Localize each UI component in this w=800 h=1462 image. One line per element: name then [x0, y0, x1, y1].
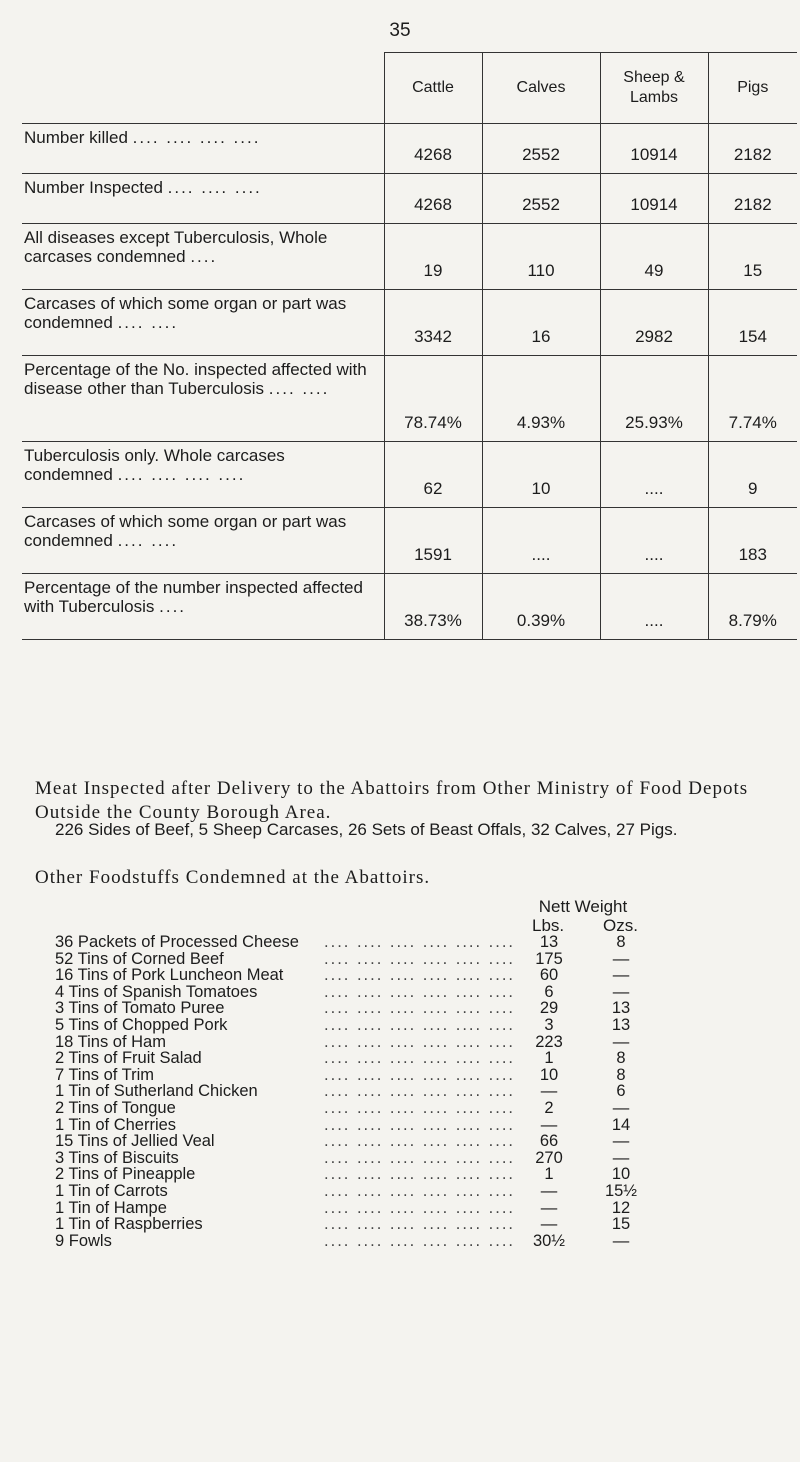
table-row [22, 508, 797, 574]
food-item-name: 2 Tins of Pineapple [55, 1165, 196, 1184]
meat-inspected-text: 226 Sides of Beef, 5 Sheep Carcases, 26 Sets of Beast Offals, 32 Calves, 27 Pigs. [55, 820, 678, 839]
row-label [22, 124, 384, 174]
table-cell: 25.93% [600, 356, 708, 442]
food-item-name: 9 Fowls [55, 1231, 112, 1250]
food-item-name: 4 Tins of Spanish Tomatoes [55, 982, 258, 1001]
list-item [0, 1117, 800, 1134]
ozs-column-header: Ozs. [603, 916, 638, 935]
food-item-name: 2 Tins of Tongue [55, 1098, 176, 1117]
row-label [22, 174, 384, 224]
food-item-lbs: 270 [535, 1148, 563, 1167]
column-header: Sheep & Lambs [600, 53, 708, 124]
list-item [0, 1183, 800, 1200]
leader-dots: .... .... .... .... .... .... [324, 1216, 515, 1233]
list-item [0, 1000, 800, 1017]
table-cell: 4268 [384, 174, 482, 224]
table-cell: 110 [482, 224, 600, 290]
table-cell: 78.74% [384, 356, 482, 442]
table-cell: 0.39% [482, 574, 600, 640]
leader-dots: .... .... .... .... .... .... [324, 1066, 515, 1084]
table-cell: 2982 [600, 290, 708, 356]
list-item [0, 1150, 800, 1167]
food-item-name: 3 Tins of Biscuits [55, 1148, 179, 1167]
leader-dots: .... .... .... .... .... .... [324, 1016, 515, 1034]
table-cell: 2182 [708, 174, 797, 224]
list-item [0, 1216, 800, 1233]
column-header: Cattle [384, 53, 482, 124]
list-item [0, 1050, 800, 1067]
leader-dots: .... .... .... .... .... .... [324, 1133, 515, 1150]
food-item-name: 52 Tins of Corned Beef [55, 949, 224, 968]
leader-dots: .... .... .... .... .... .... [324, 950, 515, 968]
food-item-ozs: — [612, 1098, 630, 1117]
table-header-row [22, 53, 797, 124]
row-label-text: Tuberculosis only. Whole carcases condemned [24, 446, 285, 484]
table-cell: 4268 [384, 124, 482, 174]
food-item-lbs: — [540, 1082, 558, 1101]
food-item-lbs: 3 [544, 1015, 554, 1034]
food-item-ozs: 15½ [604, 1181, 638, 1200]
food-item-name: 36 Packets of Processed Cheese [55, 933, 299, 951]
food-item-name: 1 Tin of Raspberries [55, 1215, 203, 1234]
lbs-column-header: Lbs. [532, 916, 565, 935]
row-label [22, 508, 384, 574]
inspection-statistics-table [22, 52, 797, 640]
food-item-lbs: 66 [539, 1132, 559, 1151]
food-item-ozs: 13 [611, 999, 631, 1018]
table-cell: 154 [708, 290, 797, 356]
food-item-name: 3 Tins of Tomato Puree [55, 999, 225, 1018]
meat-inspected-heading: Meat Inspected after Delivery to the Abattoirs from Other Ministry of Food Depots Outside the County Borough Area. [35, 778, 749, 823]
food-item-lbs: 10 [539, 1065, 559, 1084]
food-item-ozs: 10 [611, 1165, 631, 1184]
leader-dots: .... .... .... [167, 178, 262, 197]
list-item [0, 1067, 800, 1084]
leader-dots: .... [190, 247, 218, 266]
list-item [0, 984, 800, 1001]
foodstuffs-heading: Other Foodstuffs Condemned at the Abattoirs. [35, 867, 431, 888]
food-item-name: 7 Tins of Trim [55, 1065, 155, 1084]
food-item-ozs: — [612, 949, 630, 968]
row-label-text: Percentage of the number inspected affected with Tuberculosis [24, 578, 363, 616]
table-row [22, 574, 797, 640]
table-row [22, 224, 797, 290]
food-item-lbs: — [540, 1198, 558, 1217]
food-item-lbs: 60 [539, 966, 559, 985]
table-cell: 19 [384, 224, 482, 290]
table-cell: .... [600, 508, 708, 574]
row-label [22, 574, 384, 640]
food-item-ozs: — [612, 1231, 630, 1250]
leader-dots: .... .... [117, 531, 179, 550]
leader-dots: .... .... .... .... .... .... [324, 1000, 515, 1017]
list-item [0, 1200, 800, 1217]
leader-dots: .... .... .... .... .... .... [324, 1083, 515, 1100]
list-item [0, 1166, 800, 1183]
header-blank-cell [22, 53, 384, 124]
table-cell: 4.93% [482, 356, 600, 442]
row-label [22, 442, 384, 508]
food-item-ozs: — [612, 1148, 630, 1167]
table-cell: .... [482, 508, 600, 574]
table-row [22, 124, 797, 174]
list-item [0, 934, 800, 951]
food-item-lbs: 2 [544, 1098, 554, 1117]
row-label-text: All diseases except Tuberculosis, Whole carcases condemned [24, 228, 328, 266]
table-cell: 10 [482, 442, 600, 508]
nett-weight-header: Nett Weight [538, 897, 628, 916]
food-item-ozs: — [612, 982, 630, 1001]
list-item [0, 1083, 800, 1100]
leader-dots: .... .... .... .... .... .... [324, 1033, 515, 1051]
food-item-name: 18 Tins of Ham [55, 1032, 166, 1051]
table-cell: 38.73% [384, 574, 482, 640]
leader-dots: .... .... .... .... .... .... [324, 1099, 515, 1117]
leader-dots: .... .... [268, 379, 330, 398]
food-item-name: 2 Tins of Fruit Salad [55, 1049, 202, 1068]
table-row [22, 442, 797, 508]
row-label-text: Number killed [24, 128, 128, 147]
leader-dots: .... .... .... .... .... .... [324, 1232, 515, 1250]
food-item-ozs: 8 [616, 1049, 626, 1068]
column-header: Pigs [708, 53, 797, 124]
table-cell: .... [600, 574, 708, 640]
food-item-ozs: 6 [616, 1082, 626, 1101]
list-item [0, 1133, 800, 1150]
food-item-lbs: 30½ [532, 1231, 566, 1250]
table-cell: 10914 [600, 174, 708, 224]
table-cell: 16 [482, 290, 600, 356]
row-label [22, 290, 384, 356]
food-item-lbs: 1 [544, 1049, 554, 1068]
list-item [0, 967, 800, 984]
leader-dots: .... .... .... .... [117, 465, 246, 484]
table-cell: 183 [708, 508, 797, 574]
table-row [22, 174, 797, 224]
food-item-ozs: 15 [611, 1215, 631, 1234]
column-header: Calves [482, 53, 600, 124]
table-cell: 2552 [482, 174, 600, 224]
table-cell: 8.79% [708, 574, 797, 640]
leader-dots: .... .... .... .... .... .... [324, 983, 515, 1001]
list-item [0, 1017, 800, 1034]
list-item [0, 951, 800, 968]
table-cell: 2182 [708, 124, 797, 174]
table-row [22, 356, 797, 442]
leader-dots: .... [159, 597, 187, 616]
food-item-ozs: 12 [611, 1198, 631, 1217]
food-item-lbs: — [540, 1181, 558, 1200]
food-item-lbs: 6 [544, 982, 554, 1001]
row-label-text: Percentage of the No. inspected affected with disease other than Tuberculosis [24, 360, 367, 398]
row-label-text: Carcases of which some organ or part was condemned [24, 512, 347, 550]
food-item-lbs: 29 [539, 999, 559, 1018]
leader-dots: .... .... .... .... .... .... [324, 1166, 515, 1183]
food-item-name: 1 Tin of Carrots [55, 1181, 168, 1200]
food-item-ozs: — [612, 1032, 630, 1051]
food-item-ozs: 8 [616, 1065, 626, 1084]
food-item-ozs: 8 [616, 933, 626, 951]
table-cell: 10914 [600, 124, 708, 174]
leader-dots: .... .... .... .... .... .... [324, 967, 515, 984]
food-item-ozs: — [612, 1132, 630, 1151]
leader-dots: .... .... .... .... .... .... [324, 1050, 515, 1067]
food-item-lbs: 13 [539, 933, 559, 951]
row-label [22, 356, 384, 442]
food-item-name: 5 Tins of Chopped Pork [55, 1015, 228, 1034]
food-item-lbs: 1 [544, 1165, 554, 1184]
food-item-lbs: 175 [535, 949, 563, 968]
food-item-ozs: — [612, 966, 630, 985]
leader-dots: .... .... .... .... [132, 128, 261, 147]
table-cell: .... [600, 442, 708, 508]
leader-dots: .... .... .... .... .... .... [324, 1116, 515, 1134]
row-label-text: Carcases of which some organ or part was condemned [24, 294, 347, 332]
table-cell: 7.74% [708, 356, 797, 442]
food-item-lbs: 223 [535, 1032, 563, 1051]
list-item [0, 1233, 800, 1250]
table-cell: 15 [708, 224, 797, 290]
foodstuffs-list [0, 934, 800, 1249]
food-item-name: 1 Tin of Sutherland Chicken [55, 1082, 258, 1101]
table-cell: 2552 [482, 124, 600, 174]
food-item-ozs: 13 [611, 1015, 631, 1034]
food-item-name: 15 Tins of Jellied Veal [55, 1132, 215, 1151]
table-cell: 9 [708, 442, 797, 508]
list-item [0, 1100, 800, 1117]
food-item-name: 1 Tin of Hampe [55, 1198, 167, 1217]
food-item-lbs: — [540, 1115, 558, 1134]
food-item-ozs: 14 [611, 1115, 631, 1134]
leader-dots: .... .... .... .... .... .... [324, 934, 515, 951]
table-cell: 3342 [384, 290, 482, 356]
leader-dots: .... .... .... .... .... .... [324, 1199, 515, 1217]
leader-dots: .... .... .... .... .... .... [324, 1182, 515, 1200]
table-cell: 62 [384, 442, 482, 508]
list-item [0, 1034, 800, 1051]
table-cell: 49 [600, 224, 708, 290]
food-item-name: 16 Tins of Pork Luncheon Meat [55, 966, 284, 985]
row-label-text: Number Inspected [24, 178, 163, 197]
table-cell: 1591 [384, 508, 482, 574]
leader-dots: .... .... .... .... .... .... [324, 1149, 515, 1167]
page-number: 35 [389, 20, 411, 41]
food-item-name: 1 Tin of Cherries [55, 1115, 177, 1134]
row-label [22, 224, 384, 290]
food-item-lbs: — [540, 1215, 558, 1234]
leader-dots: .... .... [117, 313, 179, 332]
table-row [22, 290, 797, 356]
